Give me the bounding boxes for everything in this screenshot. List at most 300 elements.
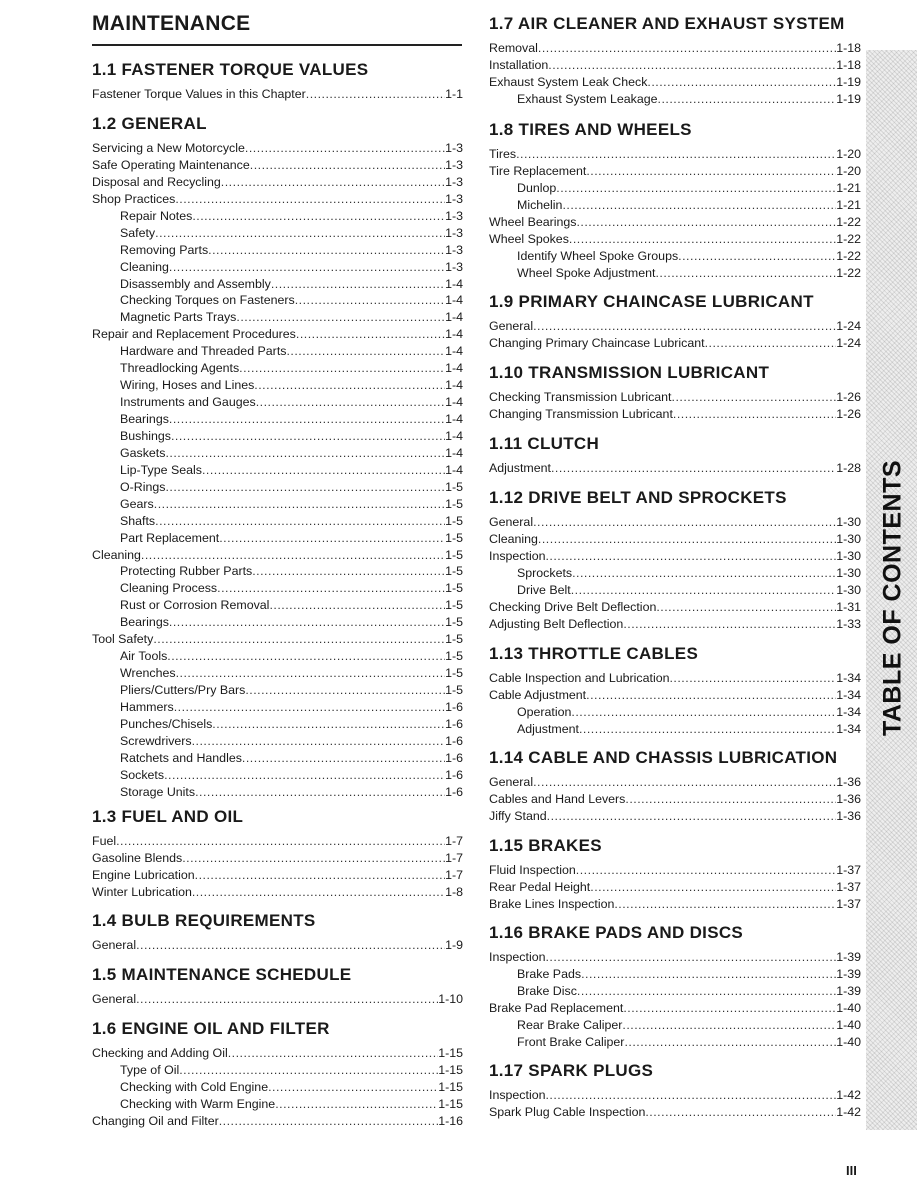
entry-page: 1-15 <box>438 1062 463 1077</box>
toc-entry[interactable] <box>489 231 861 248</box>
entry-page: 1-6 <box>445 767 463 782</box>
toc-entry[interactable] <box>489 774 861 791</box>
toc-entry[interactable] <box>489 687 861 704</box>
toc-entry[interactable] <box>489 1034 861 1051</box>
entry-label: General <box>92 938 137 952</box>
entry-label: Spark Plug Cable Inspection <box>489 1104 646 1119</box>
toc-entry[interactable] <box>92 867 463 884</box>
toc-entry[interactable] <box>92 191 463 208</box>
toc-entry[interactable] <box>92 86 463 103</box>
entry-page: 1-5 <box>445 615 463 630</box>
toc-entry[interactable] <box>489 1000 861 1017</box>
dot-leader <box>586 687 836 704</box>
entry-page: 1-4 <box>445 428 463 443</box>
toc-entry[interactable] <box>92 394 463 411</box>
toc-entry[interactable] <box>92 1113 463 1130</box>
entry-label: Operation <box>517 704 572 719</box>
toc-entry[interactable] <box>92 377 463 394</box>
toc-entry[interactable] <box>92 750 463 767</box>
entry-label: Cleaning Process <box>120 581 218 596</box>
dot-leader <box>141 547 445 564</box>
entry-label: Removing Parts <box>120 242 209 257</box>
entry-label: Checking Drive Belt Deflection <box>489 599 657 614</box>
toc-entry[interactable] <box>489 548 861 565</box>
entry-label: Ratchets and Handles <box>120 750 242 765</box>
toc-section <box>489 920 861 1051</box>
toc-entry[interactable] <box>489 335 861 352</box>
entry-label: Installation <box>489 57 549 72</box>
entry-label: Michelin <box>517 197 563 212</box>
dot-leader <box>219 530 445 547</box>
toc-entry[interactable] <box>489 248 861 265</box>
toc-section <box>489 117 861 282</box>
dot-leader <box>286 343 445 360</box>
toc-entry[interactable] <box>489 163 861 180</box>
toc-entry[interactable] <box>489 565 861 582</box>
toc-entry[interactable] <box>489 599 861 616</box>
toc-entry[interactable] <box>92 850 463 867</box>
dot-leader <box>192 208 445 225</box>
toc-entry[interactable] <box>92 682 463 699</box>
toc-entry[interactable] <box>92 428 463 445</box>
entry-page: 1-6 <box>445 716 463 731</box>
entry-page: 1-39 <box>836 966 861 981</box>
dot-leader <box>306 86 445 103</box>
entry-page: 1-26 <box>836 390 861 404</box>
dot-leader <box>586 163 836 180</box>
page-number: III <box>846 1163 857 1178</box>
entry-page: 1-5 <box>445 513 463 528</box>
toc-entry[interactable] <box>489 74 861 91</box>
dot-leader <box>250 157 445 174</box>
dot-leader <box>236 309 445 326</box>
toc-entry[interactable] <box>92 343 463 360</box>
toc-section <box>489 745 861 825</box>
entry-page: 1-5 <box>445 632 463 647</box>
toc-entry[interactable] <box>92 580 463 597</box>
entry-page: 1-4 <box>445 412 463 426</box>
toc-entry[interactable] <box>92 360 463 377</box>
entry-label: Instruments and Gauges <box>120 395 256 410</box>
entry-label: Fastener Torque Values in this Chapter <box>92 87 306 101</box>
entry-label: Sprockets <box>517 565 573 580</box>
entry-page: 1-39 <box>836 950 861 964</box>
entry-label: Inspection <box>489 548 546 563</box>
entry-label: Adjustment <box>489 461 551 475</box>
entry-page: 1-18 <box>836 41 861 55</box>
dot-leader <box>545 949 836 966</box>
toc-entry[interactable] <box>92 833 463 850</box>
entry-label: Wheel Bearings <box>489 214 577 229</box>
dot-leader <box>672 389 837 406</box>
toc-entry[interactable] <box>92 699 463 716</box>
dot-leader <box>296 326 445 343</box>
toc-entry[interactable] <box>92 411 463 428</box>
entry-page: 1-42 <box>836 1088 861 1102</box>
toc-section <box>489 833 861 913</box>
toc-entry[interactable] <box>489 57 861 74</box>
entry-page: 1-3 <box>445 191 463 206</box>
entry-page: 1-6 <box>445 750 463 765</box>
toc-entry[interactable] <box>489 1104 861 1121</box>
dot-leader <box>658 91 837 108</box>
dot-leader <box>569 231 836 248</box>
dot-leader <box>175 191 445 208</box>
dot-leader <box>256 394 445 411</box>
dot-leader <box>538 531 836 548</box>
dot-leader <box>579 721 836 738</box>
entry-page: 1-1 <box>445 87 463 101</box>
entry-page: 1-4 <box>445 361 463 376</box>
entry-page: 1-26 <box>836 406 861 421</box>
entry-label: Brake Pads <box>517 966 582 981</box>
toc-entry[interactable] <box>92 563 463 580</box>
dot-leader <box>192 884 445 901</box>
entry-label: Wiring, Hoses and Lines <box>120 378 255 393</box>
entry-page: 1-18 <box>836 57 861 72</box>
entry-label: Brake Disc <box>517 983 577 998</box>
dot-leader <box>245 682 445 699</box>
entry-page: 1-20 <box>836 163 861 178</box>
toc-entry[interactable] <box>489 808 861 825</box>
entry-page: 1-5 <box>445 479 463 494</box>
entry-page: 1-30 <box>836 531 861 546</box>
toc-entry[interactable] <box>489 582 861 599</box>
entry-label: Screwdrivers <box>120 733 192 748</box>
toc-section <box>489 289 861 352</box>
entry-label: General <box>489 515 534 529</box>
toc-entry[interactable] <box>92 326 463 343</box>
toc-entry[interactable] <box>92 276 463 293</box>
toc-entry[interactable] <box>489 460 861 477</box>
dot-leader <box>647 74 836 91</box>
entry-label: Checking and Adding Oil <box>92 1046 228 1060</box>
dot-leader <box>165 445 445 462</box>
entry-page: 1-3 <box>445 157 463 172</box>
dot-leader <box>622 1017 836 1034</box>
toc-entry[interactable] <box>489 949 861 966</box>
entry-label: Removal <box>489 41 538 55</box>
entry-label: Wrenches <box>120 666 176 681</box>
entry-label: Tire Replacement <box>489 163 587 178</box>
toc-entry[interactable] <box>489 531 861 548</box>
entry-page: 1-6 <box>445 699 463 714</box>
entry-label: Identify Wheel Spoke Groups <box>517 248 679 263</box>
toc-entry[interactable] <box>92 614 463 631</box>
dot-leader <box>192 733 445 750</box>
toc-entry[interactable] <box>92 631 463 648</box>
section-heading: 1.9 PRIMARY CHAINCASE LUBRICANT <box>489 292 814 311</box>
toc-section <box>92 111 463 801</box>
toc-entry[interactable] <box>92 784 463 801</box>
entry-label: Drive Belt <box>517 582 571 597</box>
toc-entry[interactable] <box>489 1087 861 1104</box>
dot-leader <box>174 699 445 716</box>
toc-entry[interactable] <box>489 40 861 57</box>
entry-page: 1-10 <box>438 992 463 1006</box>
dot-leader <box>136 991 438 1008</box>
dot-leader <box>268 1079 438 1096</box>
entry-label: Disassembly and Assembly <box>120 276 271 291</box>
dot-leader <box>228 1045 438 1062</box>
entry-page: 1-7 <box>445 834 463 848</box>
toc-entry[interactable] <box>489 180 861 197</box>
section-heading: 1.10 TRANSMISSION LUBRICANT <box>489 363 770 382</box>
toc-entry[interactable] <box>489 197 861 214</box>
dot-leader <box>577 983 836 1000</box>
entry-label: Rear Brake Caliper <box>517 1017 623 1032</box>
entry-label: Checking Torques on Fasteners <box>120 293 295 308</box>
entry-page: 1-6 <box>445 784 463 799</box>
entry-label: Gaskets <box>120 445 166 460</box>
section-heading: 1.11 CLUTCH <box>489 434 600 453</box>
entry-page: 1-36 <box>836 791 861 806</box>
entry-page: 1-24 <box>836 335 861 350</box>
entry-label: Part Replacement <box>120 530 220 545</box>
entry-label: Tool Safety <box>92 632 154 647</box>
entry-label: Rust or Corrosion Removal <box>120 598 270 613</box>
entry-page: 1-22 <box>836 248 861 263</box>
toc-entry[interactable] <box>92 530 463 547</box>
dot-leader <box>164 767 445 784</box>
entry-page: 1-21 <box>836 197 861 212</box>
dot-leader <box>242 750 445 767</box>
dot-leader <box>571 704 836 721</box>
dot-leader <box>176 665 446 682</box>
entry-page: 1-3 <box>445 225 463 240</box>
toc-entry[interactable] <box>489 879 861 896</box>
entry-label: Bearings <box>120 412 169 426</box>
dot-leader <box>533 514 836 531</box>
page-title: MAINTENANCE <box>92 12 251 35</box>
entry-page: 1-19 <box>836 91 861 106</box>
dot-leader <box>669 670 836 687</box>
toc-entry[interactable] <box>92 479 463 496</box>
entry-page: 1-22 <box>836 231 861 246</box>
dot-leader <box>202 462 445 479</box>
section-heading: 1.4 BULB REQUIREMENTS <box>92 911 316 930</box>
toc-entry[interactable] <box>489 721 861 738</box>
entry-label: Repair and Replacement Procedures <box>92 327 296 342</box>
toc-entry[interactable] <box>92 140 463 157</box>
entry-label: Checking with Warm Engine <box>120 1096 276 1111</box>
entry-label: Inspection <box>489 1088 546 1102</box>
entry-label: Cleaning <box>489 531 538 546</box>
entry-page: 1-9 <box>445 938 463 952</box>
toc-entry[interactable] <box>92 225 463 242</box>
dot-leader <box>208 242 445 259</box>
dot-leader <box>212 716 445 733</box>
dot-leader <box>169 411 445 428</box>
entry-label: Type of Oil <box>120 1062 180 1077</box>
toc-section <box>489 641 861 738</box>
toc-entry[interactable] <box>92 597 463 614</box>
entry-label: Sockets <box>120 767 165 782</box>
dot-leader <box>545 548 836 565</box>
entry-page: 1-30 <box>836 515 861 529</box>
dot-leader <box>516 146 836 163</box>
entry-page: 1-4 <box>445 462 463 477</box>
dot-leader <box>581 966 836 983</box>
entry-page: 1-4 <box>445 293 463 308</box>
dot-leader <box>623 1000 836 1017</box>
toc-entry[interactable] <box>489 91 861 108</box>
toc-entry[interactable] <box>92 884 463 901</box>
toc-entry[interactable] <box>92 665 463 682</box>
dot-leader <box>169 259 445 276</box>
toc-entry[interactable] <box>92 547 463 564</box>
entry-page: 1-5 <box>445 547 463 562</box>
toc-entry[interactable] <box>489 318 861 335</box>
entry-label: Checking with Cold Engine <box>120 1079 269 1094</box>
dot-leader <box>538 40 836 57</box>
toc-section <box>489 360 861 423</box>
entry-page: 1-30 <box>836 548 861 563</box>
entry-page: 1-20 <box>836 147 861 161</box>
toc-entry[interactable] <box>92 208 463 225</box>
toc-entry[interactable] <box>489 616 861 633</box>
dot-leader <box>556 180 836 197</box>
dot-leader <box>548 57 836 74</box>
toc-entry[interactable] <box>92 513 463 530</box>
entry-label: General <box>489 319 534 333</box>
toc-entry[interactable] <box>92 648 463 665</box>
toc-entry[interactable] <box>489 896 861 913</box>
toc-entry[interactable] <box>489 670 861 687</box>
entry-label: Dunlop <box>517 180 557 195</box>
toc-entry[interactable] <box>489 966 861 983</box>
dot-leader <box>245 140 445 157</box>
entry-page: 1-4 <box>445 378 463 393</box>
section-heading: 1.6 ENGINE OIL AND FILTER <box>92 1019 330 1038</box>
entry-label: Lip-Type Seals <box>120 462 202 477</box>
toc-entry[interactable] <box>92 462 463 479</box>
entry-page: 1-33 <box>836 616 861 631</box>
toc-section <box>489 1058 861 1121</box>
toc-entry[interactable] <box>92 767 463 784</box>
entry-label: Shafts <box>120 513 156 528</box>
entry-page: 1-5 <box>445 496 463 511</box>
toc-entry[interactable] <box>92 1079 463 1096</box>
toc-entry[interactable] <box>92 259 463 276</box>
entry-page: 1-16 <box>438 1113 463 1128</box>
section-heading: 1.5 MAINTENANCE SCHEDULE <box>92 965 352 984</box>
toc-entry[interactable] <box>489 704 861 721</box>
entry-page: 1-5 <box>445 683 463 697</box>
toc-entry[interactable] <box>92 292 463 309</box>
toc-section <box>92 57 463 103</box>
toc-entry[interactable] <box>92 937 463 954</box>
entry-label: Cable Adjustment <box>489 687 587 702</box>
entry-label: Safe Operating Maintenance <box>92 157 250 172</box>
entry-label: Fluid Inspection <box>489 863 576 877</box>
dot-leader <box>533 774 836 791</box>
toc-entry[interactable] <box>489 1017 861 1034</box>
entry-label: Front Brake Caliper <box>517 1034 625 1049</box>
toc-entry[interactable] <box>489 406 861 423</box>
entry-page: 1-28 <box>836 461 861 475</box>
entry-page: 1-6 <box>445 733 463 748</box>
section-heading: 1.13 THROTTLE CABLES <box>489 644 699 663</box>
toc-entry[interactable] <box>92 174 463 191</box>
toc-entry[interactable] <box>92 496 463 513</box>
entry-label: Bearings <box>120 615 169 630</box>
section-heading: 1.16 BRAKE PADS AND DISCS <box>489 923 744 942</box>
entry-label: Checking Transmission Lubricant <box>489 390 672 404</box>
toc-entry[interactable] <box>489 214 861 231</box>
entry-label: Hammers <box>120 699 174 714</box>
entry-page: 1-3 <box>445 242 463 257</box>
toc-entry[interactable] <box>92 1062 463 1079</box>
toc-entry[interactable] <box>489 862 861 879</box>
entry-label: General <box>92 992 137 1006</box>
dot-leader <box>182 850 445 867</box>
entry-label: Threadlocking Agents <box>120 361 240 376</box>
entry-label: Punches/Chisels <box>120 716 213 731</box>
entry-page: 1-31 <box>836 599 861 614</box>
dot-leader <box>153 631 445 648</box>
toc-entry[interactable] <box>92 733 463 750</box>
entry-label: Pliers/Cutters/Pry Bars <box>120 683 246 697</box>
toc-entry[interactable] <box>489 983 861 1000</box>
toc-entry[interactable] <box>92 991 463 1008</box>
toc-entry[interactable] <box>92 1096 463 1113</box>
toc-entry[interactable] <box>92 242 463 259</box>
toc-entry[interactable] <box>92 1045 463 1062</box>
dot-leader <box>179 1062 438 1079</box>
side-tab-label: TABLE OF CONTENTS <box>878 459 907 737</box>
entry-label: Inspection <box>489 950 546 964</box>
entry-label: Hardware and Threaded Parts <box>120 344 287 359</box>
dot-leader <box>576 214 836 231</box>
section-heading: 1.8 TIRES AND WHEELS <box>489 120 692 139</box>
toc-entry[interactable] <box>489 791 861 808</box>
dot-leader <box>533 318 836 335</box>
dot-leader <box>295 292 445 309</box>
toc-section <box>489 11 861 108</box>
entry-label: Cleaning <box>92 547 141 562</box>
dot-leader <box>656 599 836 616</box>
entry-label: Wheel Spoke Adjustment <box>517 265 656 280</box>
entry-page: 1-30 <box>836 565 861 580</box>
dot-leader <box>576 862 836 879</box>
entry-label: Disposal and Recycling <box>92 174 221 189</box>
entry-page: 1-22 <box>836 214 861 229</box>
dot-leader <box>625 791 836 808</box>
toc-entry[interactable] <box>92 157 463 174</box>
entry-page: 1-5 <box>445 649 463 664</box>
toc-entry[interactable] <box>489 514 861 531</box>
dot-leader <box>673 406 836 423</box>
dot-leader <box>217 580 445 597</box>
entry-label: Changing Oil and Filter <box>92 1113 219 1128</box>
entry-label: Rear Pedal Height <box>489 879 591 894</box>
toc-entry[interactable] <box>92 716 463 733</box>
toc-entry[interactable] <box>489 146 861 163</box>
toc-entry[interactable] <box>92 445 463 462</box>
section-heading: 1.7 AIR CLEANER AND EXHAUST SYSTEM <box>489 14 845 33</box>
dot-leader <box>169 614 445 631</box>
entry-label: Safety <box>120 225 156 240</box>
toc-entry[interactable] <box>489 265 861 282</box>
dot-leader <box>167 648 445 665</box>
entry-label: Tires <box>489 147 517 161</box>
entry-label: Protecting Rubber Parts <box>120 564 253 579</box>
dot-leader <box>171 428 445 445</box>
toc-entry[interactable] <box>92 309 463 326</box>
toc-entry[interactable] <box>489 389 861 406</box>
entry-page: 1-19 <box>836 74 861 89</box>
